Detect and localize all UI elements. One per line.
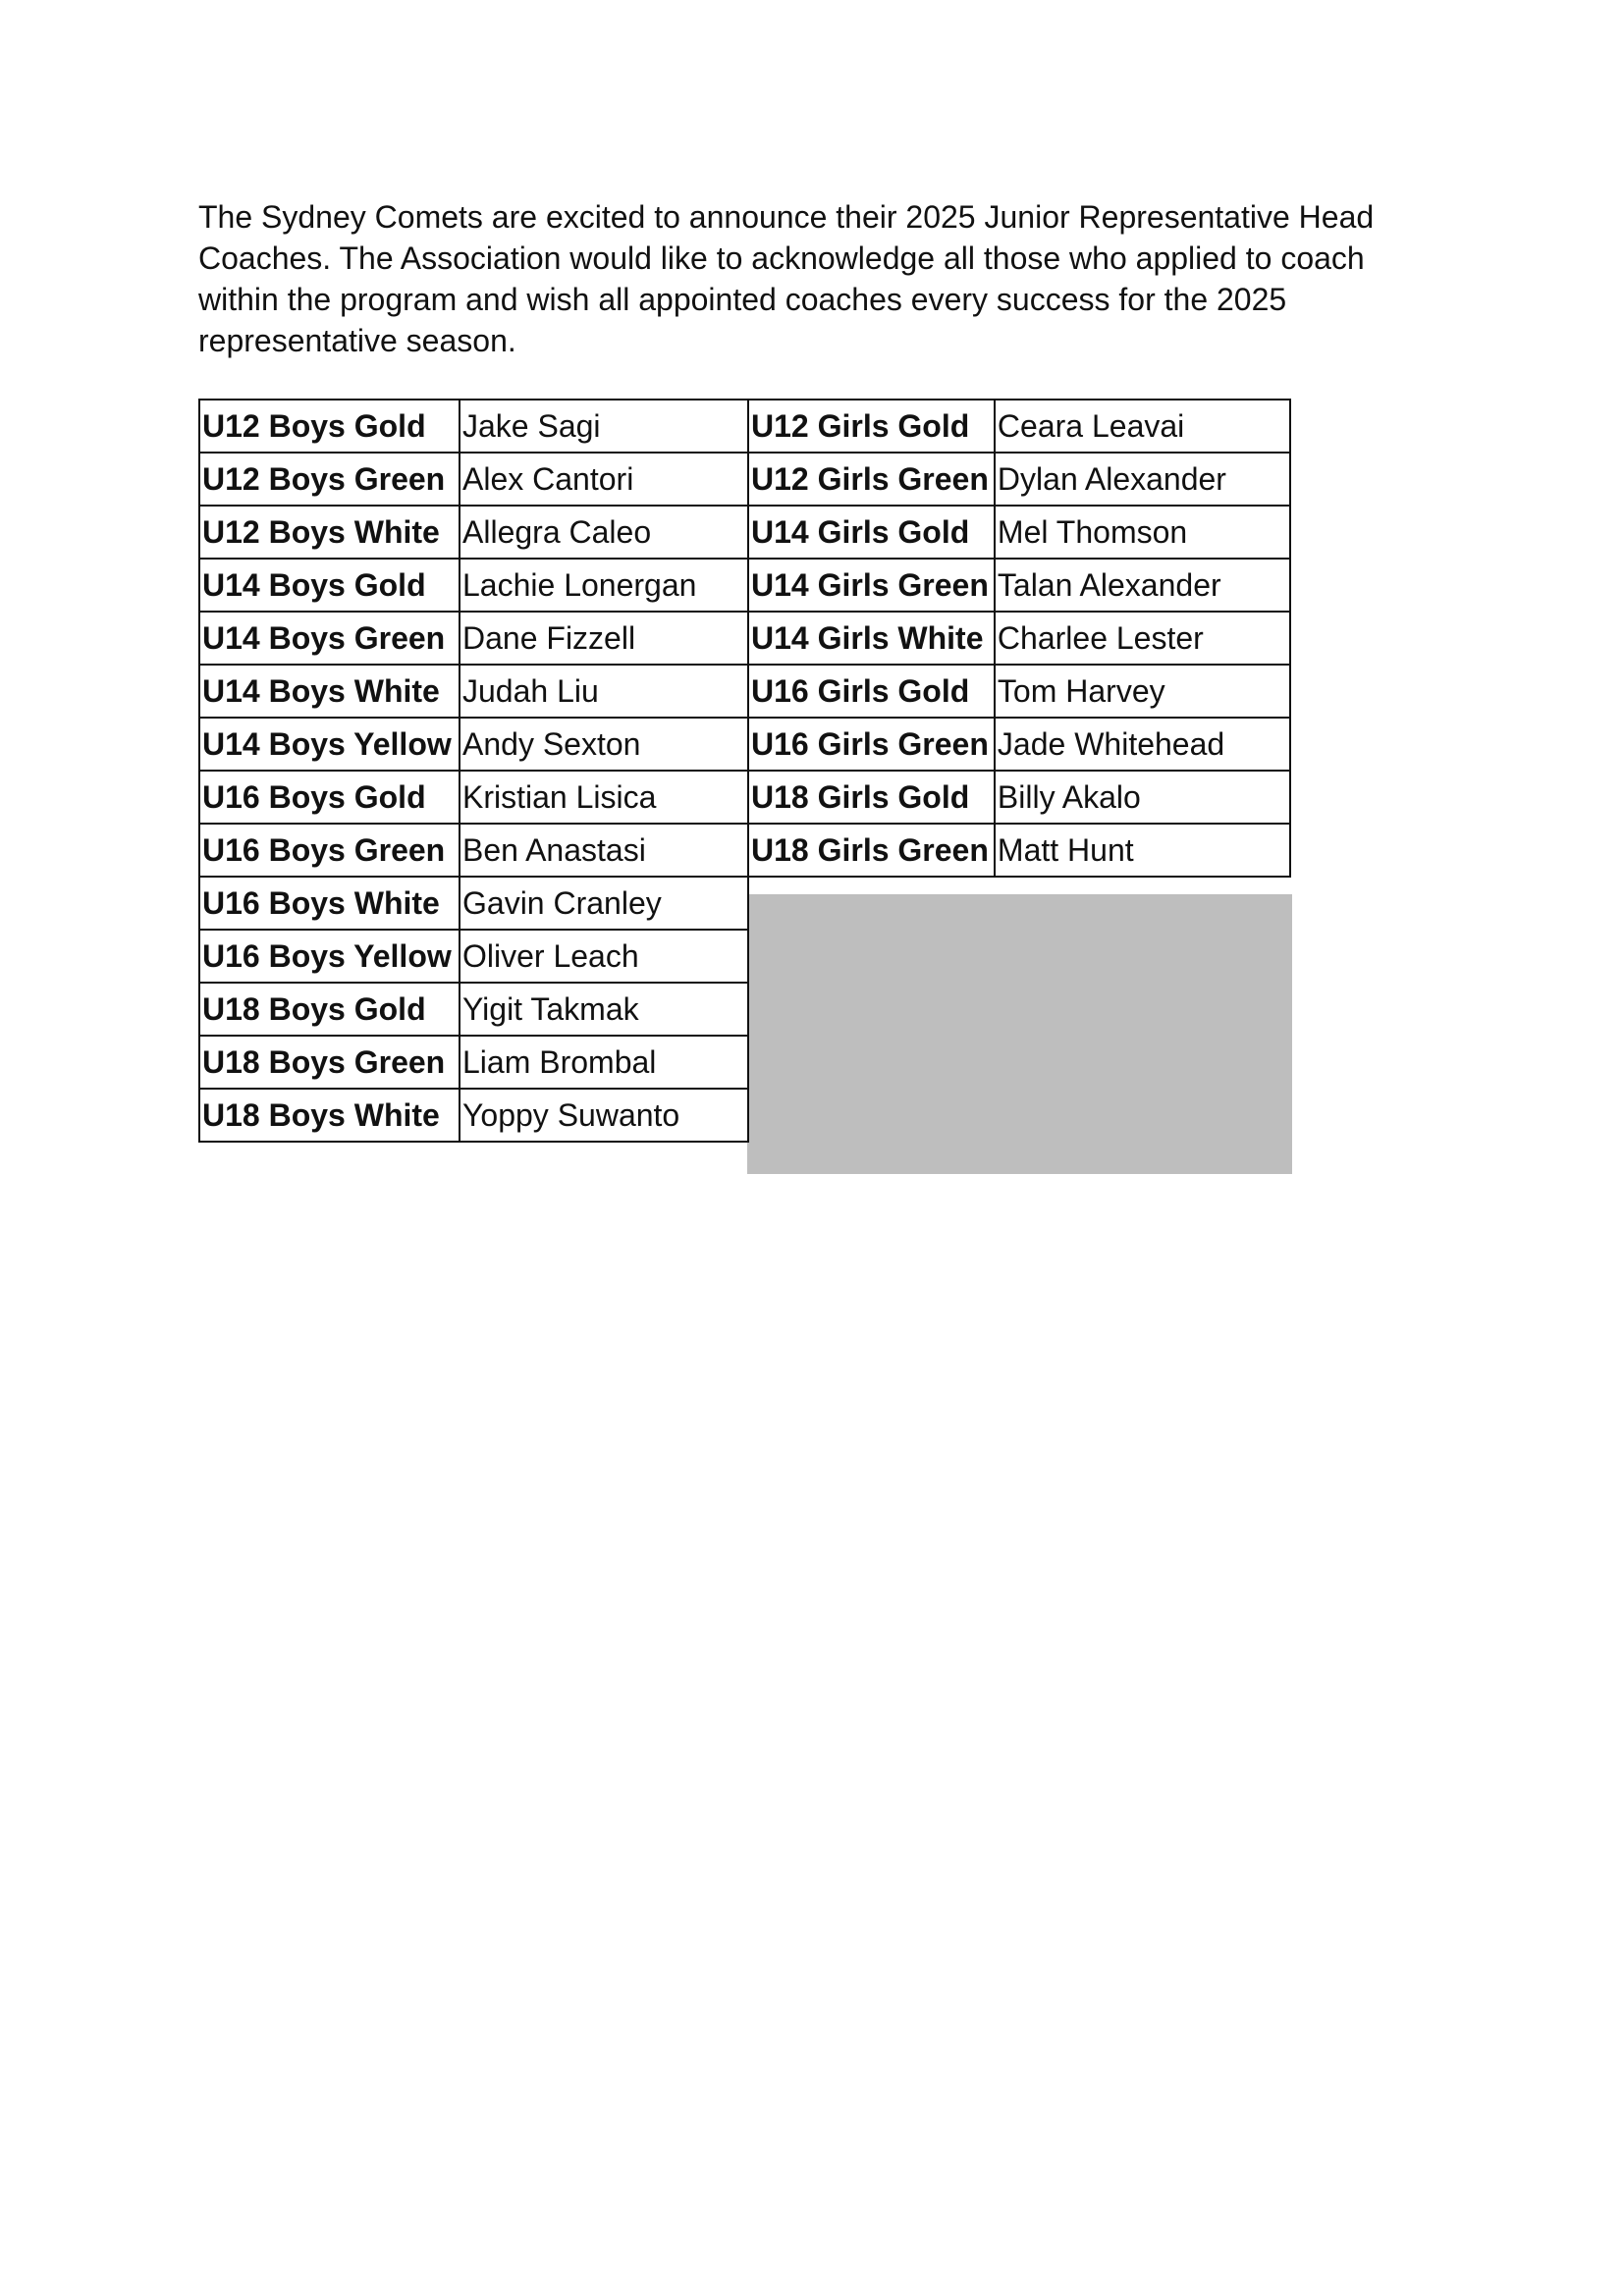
team-name: U16 Boys Yellow (199, 930, 460, 983)
coach-name: Andy Sexton (460, 718, 748, 771)
empty-shaded-cells (747, 894, 1292, 1174)
table-row (199, 400, 748, 453)
coach-name: Lachie Lonergan (460, 559, 748, 612)
coach-name: Dane Fizzell (460, 612, 748, 665)
coach-name: Jake Sagi (460, 400, 748, 453)
team-name: U18 Boys White (199, 1089, 460, 1142)
coach-name: Billy Akalo (995, 771, 1290, 824)
coach-name: Kristian Lisica (460, 771, 748, 824)
team-name: U16 Boys White (199, 877, 460, 930)
team-name: U18 Boys Green (199, 1036, 460, 1089)
table-row (748, 453, 1290, 506)
table-row (199, 559, 748, 612)
intro-paragraph (198, 196, 1435, 361)
table-row (199, 771, 748, 824)
team-name: U12 Girls Gold (748, 400, 995, 453)
table-row (748, 559, 1290, 612)
team-name: U16 Girls Gold (748, 665, 995, 718)
coach-name: Ben Anastasi (460, 824, 748, 877)
intro-line: representative season. (198, 323, 516, 358)
team-name: U16 Boys Gold (199, 771, 460, 824)
team-name: U14 Girls Green (748, 559, 995, 612)
team-name: U12 Boys Green (199, 453, 460, 506)
table-row (199, 983, 748, 1036)
coach-name: Jade Whitehead (995, 718, 1290, 771)
table-row (748, 665, 1290, 718)
team-name: U16 Boys Green (199, 824, 460, 877)
table-row (199, 1036, 748, 1089)
coach-name: Allegra Caleo (460, 506, 748, 559)
coach-name: Gavin Cranley (460, 877, 748, 930)
table-row (748, 824, 1290, 877)
coach-name: Judah Liu (460, 665, 748, 718)
table-row (199, 824, 748, 877)
girls-coaches-table (747, 399, 1291, 878)
coach-name: Dylan Alexander (995, 453, 1290, 506)
team-name: U18 Boys Gold (199, 983, 460, 1036)
table-row (748, 771, 1290, 824)
table-row (199, 453, 748, 506)
table-row (748, 400, 1290, 453)
coach-name: Ceara Leavai (995, 400, 1290, 453)
intro-line: Coaches. The Association would like to acknowledge all those who applied to coach (198, 240, 1365, 276)
team-name: U14 Boys Gold (199, 559, 460, 612)
boys-coaches-table (198, 399, 749, 1143)
table-row (199, 612, 748, 665)
coach-name: Charlee Lester (995, 612, 1290, 665)
team-name: U12 Boys White (199, 506, 460, 559)
coach-name: Matt Hunt (995, 824, 1290, 877)
table-row (748, 612, 1290, 665)
team-name: U14 Girls White (748, 612, 995, 665)
team-name: U14 Boys Green (199, 612, 460, 665)
coach-name: Mel Thomson (995, 506, 1290, 559)
table-row (748, 506, 1290, 559)
team-name: U12 Girls Green (748, 453, 995, 506)
coach-name: Liam Brombal (460, 1036, 748, 1089)
team-name: U18 Girls Gold (748, 771, 995, 824)
team-name: U16 Girls Green (748, 718, 995, 771)
team-name: U14 Girls Gold (748, 506, 995, 559)
table-row (199, 506, 748, 559)
table-row (199, 1089, 748, 1142)
team-name: U14 Boys Yellow (199, 718, 460, 771)
intro-line: within the program and wish all appointed coaches every success for the 2025 (198, 282, 1287, 317)
coach-name: Alex Cantori (460, 453, 748, 506)
table-row (199, 718, 748, 771)
table-row (748, 718, 1290, 771)
table-row (199, 665, 748, 718)
coach-name: Yigit Takmak (460, 983, 748, 1036)
coach-name: Yoppy Suwanto (460, 1089, 748, 1142)
team-name: U18 Girls Green (748, 824, 995, 877)
coaches-grid (198, 399, 1291, 1174)
table-row (199, 930, 748, 983)
team-name: U14 Boys White (199, 665, 460, 718)
table-row (199, 877, 748, 930)
coach-name: Oliver Leach (460, 930, 748, 983)
intro-line: The Sydney Comets are excited to announce their 2025 Junior Representative Head (198, 199, 1375, 235)
coach-name: Tom Harvey (995, 665, 1290, 718)
team-name: U12 Boys Gold (199, 400, 460, 453)
coach-name: Talan Alexander (995, 559, 1290, 612)
